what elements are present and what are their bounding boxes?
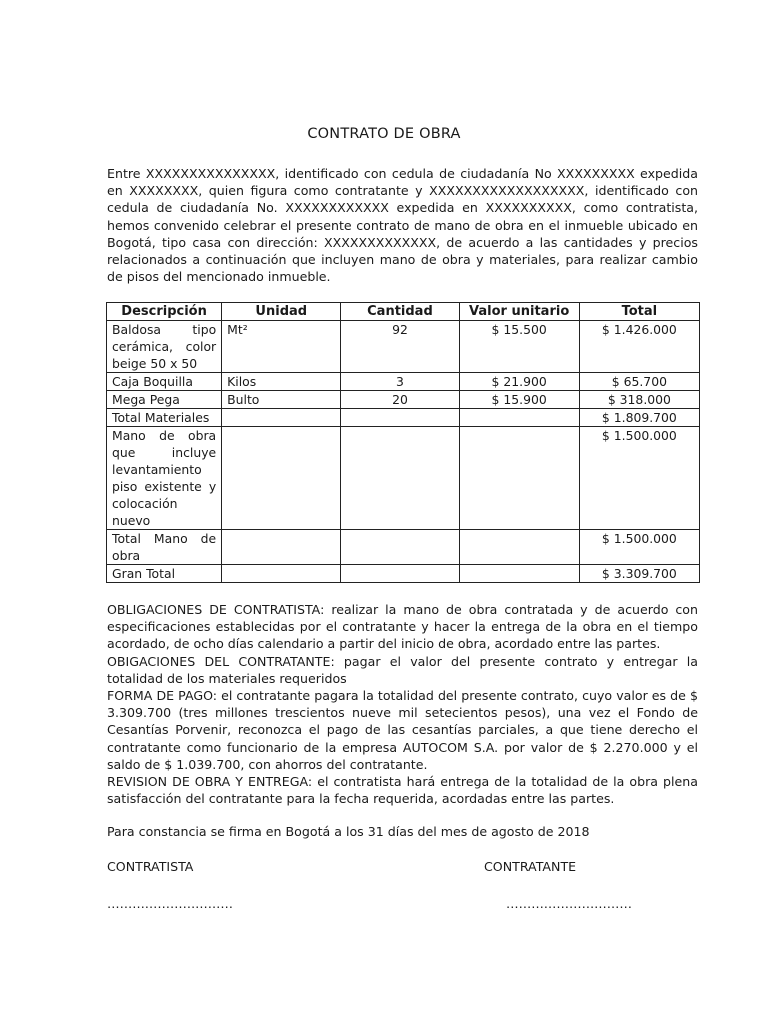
intro-paragraph: Entre XXXXXXXXXXXXXXX, identificado con cedula de ciudadanía No XXXXXXXXX expedida en XXXXXXXX, quien figura como contratante y XXXXXXXXXXXXXXXXXX, identificado con cedula de ciudadanía No. XXXXXXXXXXXX expedida en XXXXXXXXXX, como contratista, hemos convenido celebrar el presente contrato de mano de obra en el inmueble ubicado en Bogotá, tipo casa con dirección: XXXXXXXXXXXXX, de acuerdo a las cantidades y precios relacionados a continuación que incluyen mano de obra y materiales, para realizar cambio de pisos del mencionado inmueble. bbox=[107, 166, 698, 285]
closing-statement: Para constancia se firma en Bogotá a los 31 días del mes de agosto de 2018 bbox=[107, 824, 590, 839]
cell-total: $ 1.500.000 bbox=[579, 530, 699, 565]
cell-total: $ 1.500.000 bbox=[579, 427, 699, 530]
cell-qty: 3 bbox=[341, 373, 459, 391]
table-row bbox=[107, 321, 700, 373]
cell-qty: 20 bbox=[341, 391, 459, 409]
cell-desc: Total Mano de obra bbox=[107, 530, 222, 565]
clause-revision-entrega: REVISION DE OBRA Y ENTREGA: el contratista hará entrega de la totalidad de la obra plena satisfacción del contratante para la fecha requerida, acordadas entre las partes. bbox=[107, 774, 698, 807]
table-row bbox=[107, 373, 700, 391]
signature-label-contratista: CONTRATISTA bbox=[107, 859, 194, 874]
table-row bbox=[107, 391, 700, 409]
table-row bbox=[107, 565, 700, 583]
header-descripcion: Descripción bbox=[107, 303, 222, 321]
cell-unit-value bbox=[459, 409, 579, 427]
table-row bbox=[107, 427, 700, 530]
table-row bbox=[107, 530, 700, 565]
cell-desc: Total Materiales bbox=[107, 409, 222, 427]
cell-total: $ 318.000 bbox=[579, 391, 699, 409]
document-title: CONTRATO DE OBRA bbox=[307, 126, 461, 142]
cell-unit bbox=[222, 530, 341, 565]
header-valor-unitario: Valor unitario bbox=[459, 303, 579, 321]
signature-line-contratista: ………………………… bbox=[107, 896, 233, 911]
cell-unit-value: $ 15.500 bbox=[459, 321, 579, 373]
cell-unit bbox=[222, 409, 341, 427]
clause-contratante: OBIGACIONES DEL CONTRATANTE: pagar el valor del presente contrato y entregar la totalidad de los materiales requeridos bbox=[107, 653, 698, 686]
header-cantidad: Cantidad bbox=[341, 303, 459, 321]
cell-unit bbox=[222, 565, 341, 583]
cell-unit-value bbox=[459, 530, 579, 565]
cell-desc: Baldosa tipo cerámica, color beige 50 x 50 bbox=[107, 321, 222, 373]
items-table bbox=[106, 302, 700, 583]
cell-qty bbox=[341, 409, 459, 427]
cell-desc: Mega Pega bbox=[107, 391, 222, 409]
cell-desc: Caja Boquilla bbox=[107, 373, 222, 391]
cell-total: $ 1.809.700 bbox=[579, 409, 699, 427]
clause-forma-de-pago: FORMA DE PAGO: el contratante pagara la totalidad del presente contrato, cuyo valor es de $ 3.309.700 (tres millones trescientos nueve mil setecientos pesos), una vez el Fondo de Cesantías Porvenir, reconozca el pago de las cesantías parciales, a que tiene derecho el contratante como funcionario de la empresa AUTOCOM S.A. por valor de $ 2.270.000 y el saldo de $ 1.039.700, con ahorros del contratante. bbox=[107, 688, 698, 772]
table-header-row bbox=[107, 303, 700, 321]
signature-label-contratante: CONTRATANTE bbox=[484, 859, 577, 874]
cell-unit: Bulto bbox=[222, 391, 341, 409]
clause-contratista: OBLIGACIONES DE CONTRATISTA: realizar la mano de obra contratada y de acuerdo con especificaciones establecidas por el contratante y hacer la entrega de la obra en el tiempo acordado, de ocho días calendario a partir del inicio de obra, acordado entre las partes. bbox=[107, 602, 698, 652]
signature-line-contratante: ………………………… bbox=[506, 896, 632, 911]
cell-unit: Kilos bbox=[222, 373, 341, 391]
cell-total: $ 1.426.000 bbox=[579, 321, 699, 373]
cell-qty bbox=[341, 565, 459, 583]
cell-total: $ 65.700 bbox=[579, 373, 699, 391]
cell-unit: Mt² bbox=[222, 321, 341, 373]
cell-unit bbox=[222, 427, 341, 530]
header-total: Total bbox=[579, 303, 699, 321]
cell-total: $ 3.309.700 bbox=[579, 565, 699, 583]
cell-unit-value: $ 21.900 bbox=[459, 373, 579, 391]
cell-qty bbox=[341, 427, 459, 530]
cell-desc: Mano de obra que incluye levantamiento piso existente y colocación nuevo bbox=[107, 427, 222, 530]
cell-unit-value bbox=[459, 565, 579, 583]
table-row bbox=[107, 409, 700, 427]
cell-qty bbox=[341, 530, 459, 565]
cell-unit-value: $ 15.900 bbox=[459, 391, 579, 409]
cell-unit-value bbox=[459, 427, 579, 530]
cell-qty: 92 bbox=[341, 321, 459, 373]
cell-desc: Gran Total bbox=[107, 565, 222, 583]
header-unidad: Unidad bbox=[222, 303, 341, 321]
clauses-section bbox=[107, 601, 698, 807]
